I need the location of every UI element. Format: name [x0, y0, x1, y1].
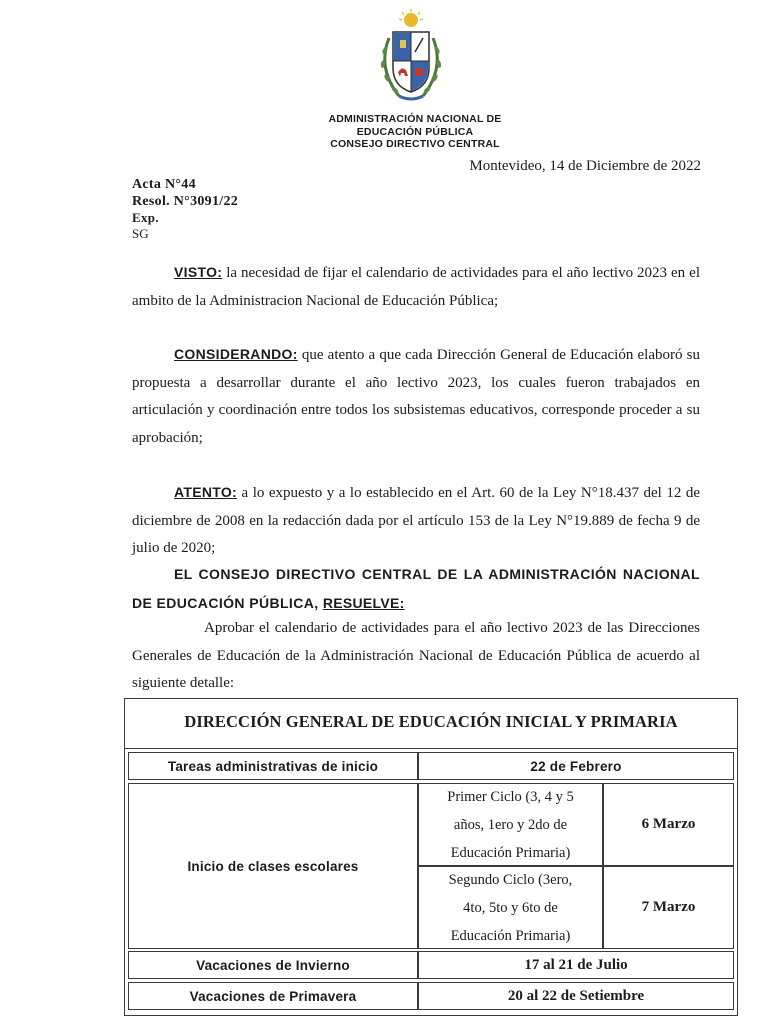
table-row-label: Vacaciones de Primavera	[128, 982, 418, 1010]
visto-paragraph	[132, 259, 700, 315]
considerando-paragraph	[132, 341, 700, 452]
institution-line: EDUCACIÓN PÚBLICA	[356, 125, 474, 138]
acta-number: Acta N°44	[132, 177, 196, 192]
resolution-number: Resol. N°3091/22	[132, 194, 239, 209]
table-row-label: Vacaciones de Invierno	[128, 951, 418, 979]
atento-paragraph	[132, 479, 700, 563]
table-row-value: 20 al 22 de Setiembre	[418, 982, 734, 1010]
atento-label: ATENTO:	[174, 484, 238, 500]
table-sub-label	[418, 866, 603, 949]
sub-line: años, 1ero y 2do de	[453, 816, 568, 833]
atento-text: a lo expuesto y a lo establecido en el Art. 60 de la Ley N°18.437 del 12 de diciembre de 2008 en la redacción dada por el artículo 153 de la Ley N°19.889 de fecha 9 de julio de 2020;	[132, 485, 700, 556]
table-row-value: 22 de Febrero	[418, 752, 734, 780]
reference-block	[132, 176, 238, 242]
table-row-value: 17 al 21 de Julio	[418, 951, 734, 979]
sub-line: Primer Ciclo (3, 4 y 5	[447, 788, 574, 805]
expediente-label: Exp.	[132, 210, 159, 225]
coat-of-arms-icon	[369, 8, 453, 108]
institution-line: CONSEJO DIRECTIVO CENTRAL	[330, 138, 500, 150]
document-date: Montevideo, 14 de Diciembre de 2022	[469, 158, 701, 174]
sub-line: Educación Primaria)	[450, 844, 571, 861]
aprobar-text: Aprobar el calendario de actividades para el año lectivo 2023 de las Direcciones Generales de Educación de la Administración Nacional de Educación Pública de acuerdo al siguiente detalle:	[132, 620, 700, 691]
table-sub-label	[418, 783, 603, 866]
sub-line: Educación Primaria)	[450, 927, 571, 944]
table-sub-value: 7 Marzo	[603, 866, 734, 949]
consejo-text: EL CONSEJO DIRECTIVO CENTRAL DE LA ADMINISTRACIÓN NACIONAL DE EDUCACIÓN PÚBLICA,	[132, 566, 700, 611]
aprobar-paragraph	[132, 615, 700, 698]
sub-line: Segundo Ciclo (3ero,	[448, 871, 573, 888]
table-sub-value: 6 Marzo	[603, 783, 734, 866]
table-row-label: Inicio de clases escolares	[128, 783, 418, 949]
sg-label: SG	[132, 226, 149, 241]
institution-header	[300, 113, 530, 151]
visto-label: VISTO:	[174, 264, 223, 280]
table-title: DIRECCIÓN GENERAL DE EDUCACIÓN INICIAL Y PRIMARIA	[125, 699, 737, 749]
sub-line: 4to, 5to y 6to de	[463, 899, 558, 916]
visto-text: la necesidad de fijar el calendario de actividades para el año lectivo 2023 en el ambito de la Administracion Nacional de Educación Pública;	[132, 265, 700, 309]
calendar-table	[124, 698, 738, 1016]
consejo-paragraph	[132, 561, 700, 618]
considerando-label: CONSIDERANDO:	[174, 346, 298, 362]
institution-line: ADMINISTRACIÓN NACIONAL DE	[328, 113, 502, 125]
resuelve-label: RESUELVE:	[322, 594, 405, 611]
table-row-label: Tareas administrativas de inicio	[128, 752, 418, 780]
considerando-text: que atento a que cada Dirección General de Educación elaboró su propuesta a desarrollar durante el año lectivo 2023, los cuales fueron trabajados en articulación y coordinación entre todos los subsistemas educativos, corresponde proceder a su aprobación;	[132, 347, 700, 446]
